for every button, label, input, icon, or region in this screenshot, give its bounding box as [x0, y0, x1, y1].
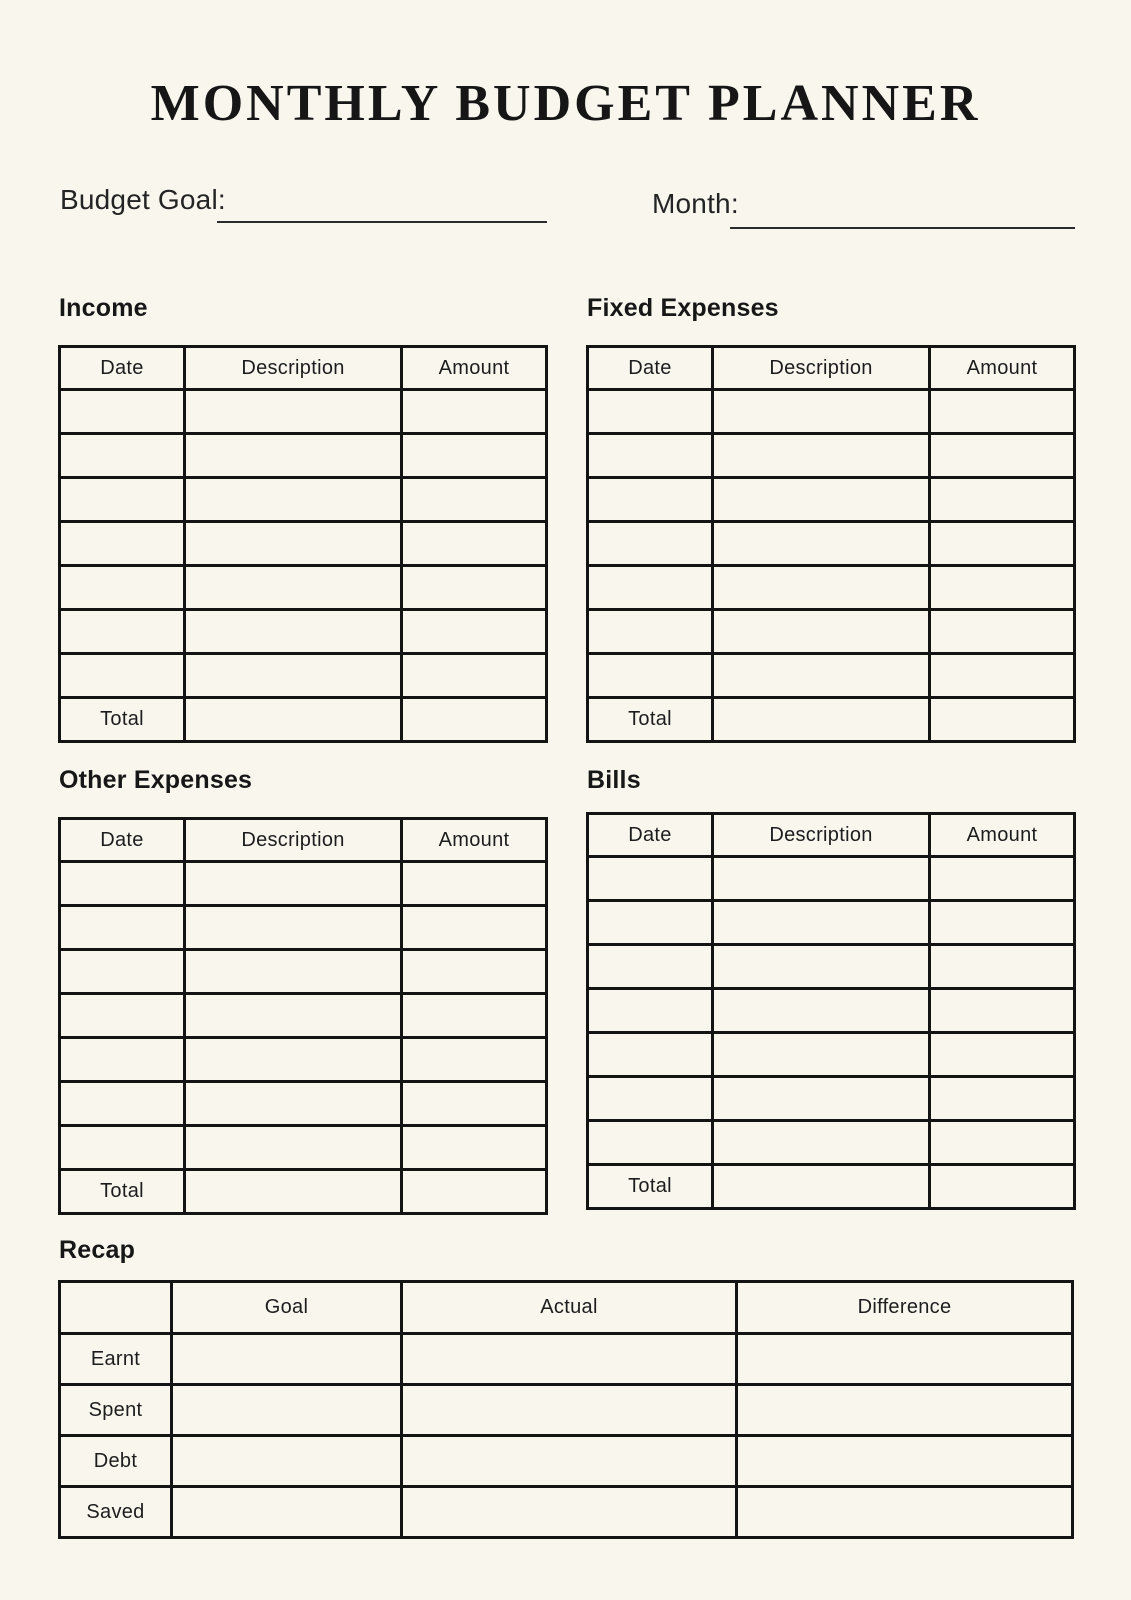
month-input-line[interactable] — [730, 227, 1075, 229]
income-total-label: Total — [60, 698, 185, 742]
bills-date-header: Date — [588, 814, 713, 857]
income-amount-cell[interactable] — [402, 654, 547, 698]
bills-entry-row — [588, 1077, 1075, 1121]
recap-debt-difference-cell[interactable] — [737, 1436, 1073, 1487]
bills-section-heading: Bills — [587, 766, 641, 794]
other-expenses-date-header: Date — [60, 819, 185, 862]
other-expenses-amount-cell[interactable] — [402, 1038, 547, 1082]
recap-debt-goal-cell[interactable] — [172, 1436, 402, 1487]
other-expenses-description-header: Description — [185, 819, 402, 862]
fixed-expenses-section-heading: Fixed Expenses — [587, 294, 779, 322]
fixed-expenses-description-cell[interactable] — [713, 654, 930, 698]
other-expenses-date-cell[interactable] — [60, 862, 185, 906]
income-amount-header: Amount — [402, 347, 547, 390]
bills-description-header: Description — [713, 814, 930, 857]
bills-entry-row — [588, 945, 1075, 989]
bills-entry-row — [588, 857, 1075, 901]
income-total-row — [60, 698, 547, 742]
bills-amount-cell[interactable] — [930, 989, 1075, 1033]
recap-saved-difference-cell[interactable] — [737, 1487, 1073, 1538]
income-entry-row — [60, 434, 547, 478]
bills-amount-header: Amount — [930, 814, 1075, 857]
recap-corner-cell — [60, 1282, 172, 1334]
other-expenses-total-amount-cell[interactable] — [402, 1170, 547, 1214]
fixed-expenses-entry-row — [588, 566, 1075, 610]
income-header-row — [60, 347, 547, 390]
bills-entry-row — [588, 1121, 1075, 1165]
other-expenses-amount-cell[interactable] — [402, 994, 547, 1038]
income-description-cell[interactable] — [185, 610, 402, 654]
income-description-cell[interactable] — [185, 566, 402, 610]
fixed-expenses-date-cell[interactable] — [588, 522, 713, 566]
recap-debt-label: Debt — [60, 1436, 172, 1487]
bills-amount-cell[interactable] — [930, 1077, 1075, 1121]
bills-total-label: Total — [588, 1165, 713, 1209]
fixed-expenses-amount-cell[interactable] — [930, 522, 1075, 566]
bills-description-cell[interactable] — [713, 989, 930, 1033]
other-expenses-header-row — [60, 819, 547, 862]
other-expenses-entry-row — [60, 1126, 547, 1170]
income-amount-cell[interactable] — [402, 566, 547, 610]
income-description-cell[interactable] — [185, 478, 402, 522]
fixed-expenses-entry-row — [588, 434, 1075, 478]
recap-saved-row — [60, 1487, 1073, 1538]
recap-debt-row — [60, 1436, 1073, 1487]
bills-entry-row — [588, 901, 1075, 945]
other-expenses-date-cell[interactable] — [60, 1126, 185, 1170]
other-expenses-date-cell[interactable] — [60, 1038, 185, 1082]
income-total-amount-cell[interactable] — [402, 698, 547, 742]
fixed-expenses-total-amount-cell[interactable] — [930, 698, 1075, 742]
fixed-expenses-table — [586, 345, 1076, 743]
bills-amount-cell[interactable] — [930, 1033, 1075, 1077]
recap-saved-label: Saved — [60, 1487, 172, 1538]
fixed-expenses-description-cell[interactable] — [713, 610, 930, 654]
other-expenses-date-cell[interactable] — [60, 994, 185, 1038]
income-date-cell[interactable] — [60, 522, 185, 566]
recap-saved-goal-cell[interactable] — [172, 1487, 402, 1538]
other-expenses-date-cell[interactable] — [60, 950, 185, 994]
bills-description-cell[interactable] — [713, 901, 930, 945]
budget-goal-input-line[interactable] — [217, 221, 547, 223]
other-expenses-total-label: Total — [60, 1170, 185, 1214]
fixed-expenses-date-header: Date — [588, 347, 713, 390]
other-expenses-entry-row — [60, 1082, 547, 1126]
other-expenses-description-cell[interactable] — [185, 1082, 402, 1126]
recap-earnt-goal-cell[interactable] — [172, 1334, 402, 1385]
income-entry-row — [60, 610, 547, 654]
bills-date-cell[interactable] — [588, 1033, 713, 1077]
income-description-cell[interactable] — [185, 522, 402, 566]
other-expenses-entry-row — [60, 994, 547, 1038]
bills-date-cell[interactable] — [588, 989, 713, 1033]
bills-amount-cell[interactable] — [930, 1121, 1075, 1165]
other-expenses-amount-header: Amount — [402, 819, 547, 862]
fixed-expenses-header-row — [588, 347, 1075, 390]
income-entry-row — [60, 522, 547, 566]
bills-amount-cell[interactable] — [930, 945, 1075, 989]
budget-goal-label: Budget Goal: — [60, 184, 226, 215]
other-expenses-description-cell[interactable] — [185, 1126, 402, 1170]
fixed-expenses-total-description-cell[interactable] — [713, 698, 930, 742]
recap-earnt-difference-cell[interactable] — [737, 1334, 1073, 1385]
bills-date-cell[interactable] — [588, 857, 713, 901]
bills-total-description-cell[interactable] — [713, 1165, 930, 1209]
other-expenses-description-cell[interactable] — [185, 1038, 402, 1082]
other-expenses-entry-row — [60, 1038, 547, 1082]
recap-table — [58, 1280, 1074, 1539]
bills-total-row — [588, 1165, 1075, 1209]
income-total-description-cell[interactable] — [185, 698, 402, 742]
bills-amount-cell[interactable] — [930, 901, 1075, 945]
income-date-cell[interactable] — [60, 610, 185, 654]
bills-date-cell[interactable] — [588, 945, 713, 989]
recap-difference-header: Difference — [737, 1282, 1073, 1334]
other-expenses-amount-cell[interactable] — [402, 1082, 547, 1126]
bills-table — [586, 812, 1076, 1210]
bills-entry-row — [588, 989, 1075, 1033]
income-date-cell[interactable] — [60, 390, 185, 434]
income-date-cell[interactable] — [60, 478, 185, 522]
fixed-expenses-entry-row — [588, 654, 1075, 698]
bills-date-cell[interactable] — [588, 1121, 713, 1165]
other-expenses-entry-row — [60, 906, 547, 950]
recap-spent-row — [60, 1385, 1073, 1436]
other-expenses-total-row — [60, 1170, 547, 1214]
bills-header-row — [588, 814, 1075, 857]
other-expenses-description-cell[interactable] — [185, 994, 402, 1038]
other-expenses-description-cell[interactable] — [185, 950, 402, 994]
other-expenses-description-cell[interactable] — [185, 862, 402, 906]
income-amount-cell[interactable] — [402, 390, 547, 434]
other-expenses-amount-cell[interactable] — [402, 1126, 547, 1170]
fixed-expenses-amount-cell[interactable] — [930, 390, 1075, 434]
other-expenses-amount-cell[interactable] — [402, 906, 547, 950]
fixed-expenses-description-cell[interactable] — [713, 522, 930, 566]
fixed-expenses-entry-row — [588, 390, 1075, 434]
fixed-expenses-description-cell[interactable] — [713, 478, 930, 522]
other-expenses-description-cell[interactable] — [185, 906, 402, 950]
fixed-expenses-description-cell[interactable] — [713, 566, 930, 610]
fixed-expenses-entry-row — [588, 610, 1075, 654]
income-description-cell[interactable] — [185, 390, 402, 434]
recap-spent-actual-cell[interactable] — [402, 1385, 737, 1436]
income-description-cell[interactable] — [185, 654, 402, 698]
fixed-expenses-description-header: Description — [713, 347, 930, 390]
income-description-header: Description — [185, 347, 402, 390]
income-table — [58, 345, 548, 743]
fixed-expenses-total-row — [588, 698, 1075, 742]
fixed-expenses-date-cell[interactable] — [588, 654, 713, 698]
fixed-expenses-date-cell[interactable] — [588, 478, 713, 522]
bills-entry-row — [588, 1033, 1075, 1077]
fixed-expenses-date-cell[interactable] — [588, 390, 713, 434]
recap-header-row — [60, 1282, 1073, 1334]
income-date-header: Date — [60, 347, 185, 390]
fixed-expenses-amount-cell[interactable] — [930, 610, 1075, 654]
fixed-expenses-date-cell[interactable] — [588, 566, 713, 610]
page-title: MONTHLY BUDGET PLANNER — [150, 75, 981, 132]
fixed-expenses-amount-cell[interactable] — [930, 654, 1075, 698]
fixed-expenses-date-cell[interactable] — [588, 434, 713, 478]
income-entry-row — [60, 390, 547, 434]
recap-actual-header: Actual — [402, 1282, 737, 1334]
month-label: Month: — [652, 188, 739, 219]
other-expenses-entry-row — [60, 862, 547, 906]
income-amount-cell[interactable] — [402, 434, 547, 478]
income-entry-row — [60, 478, 547, 522]
income-description-cell[interactable] — [185, 434, 402, 478]
other-expenses-total-description-cell[interactable] — [185, 1170, 402, 1214]
fixed-expenses-amount-header: Amount — [930, 347, 1075, 390]
income-date-cell[interactable] — [60, 654, 185, 698]
other-expenses-table — [58, 817, 548, 1215]
bills-description-cell[interactable] — [713, 857, 930, 901]
other-expenses-date-cell[interactable] — [60, 906, 185, 950]
recap-spent-label: Spent — [60, 1385, 172, 1436]
recap-saved-actual-cell[interactable] — [402, 1487, 737, 1538]
bills-date-cell[interactable] — [588, 901, 713, 945]
fixed-expenses-amount-cell[interactable] — [930, 478, 1075, 522]
bills-total-amount-cell[interactable] — [930, 1165, 1075, 1209]
income-date-cell[interactable] — [60, 434, 185, 478]
other-expenses-amount-cell[interactable] — [402, 862, 547, 906]
recap-spent-difference-cell[interactable] — [737, 1385, 1073, 1436]
bills-description-cell[interactable] — [713, 1033, 930, 1077]
recap-section-heading: Recap — [59, 1236, 136, 1264]
fixed-expenses-entry-row — [588, 522, 1075, 566]
fixed-expenses-amount-cell[interactable] — [930, 434, 1075, 478]
bills-date-cell[interactable] — [588, 1077, 713, 1121]
bills-description-cell[interactable] — [713, 1121, 930, 1165]
other-expenses-date-cell[interactable] — [60, 1082, 185, 1126]
bills-amount-cell[interactable] — [930, 857, 1075, 901]
income-amount-cell[interactable] — [402, 478, 547, 522]
bills-description-cell[interactable] — [713, 1077, 930, 1121]
fixed-expenses-date-cell[interactable] — [588, 610, 713, 654]
income-entry-row — [60, 566, 547, 610]
income-amount-cell[interactable] — [402, 522, 547, 566]
other-expenses-entry-row — [60, 950, 547, 994]
fixed-expenses-entry-row — [588, 478, 1075, 522]
income-amount-cell[interactable] — [402, 610, 547, 654]
recap-earnt-label: Earnt — [60, 1334, 172, 1385]
income-date-cell[interactable] — [60, 566, 185, 610]
fixed-expenses-total-label: Total — [588, 698, 713, 742]
recap-goal-header: Goal — [172, 1282, 402, 1334]
recap-earnt-actual-cell[interactable] — [402, 1334, 737, 1385]
fixed-expenses-description-cell[interactable] — [713, 434, 930, 478]
other-expenses-amount-cell[interactable] — [402, 950, 547, 994]
fixed-expenses-description-cell[interactable] — [713, 390, 930, 434]
income-entry-row — [60, 654, 547, 698]
other-expenses-section-heading: Other Expenses — [59, 766, 253, 794]
fixed-expenses-amount-cell[interactable] — [930, 566, 1075, 610]
recap-earnt-row — [60, 1334, 1073, 1385]
recap-spent-goal-cell[interactable] — [172, 1385, 402, 1436]
recap-debt-actual-cell[interactable] — [402, 1436, 737, 1487]
income-section-heading: Income — [59, 294, 148, 322]
bills-description-cell[interactable] — [713, 945, 930, 989]
